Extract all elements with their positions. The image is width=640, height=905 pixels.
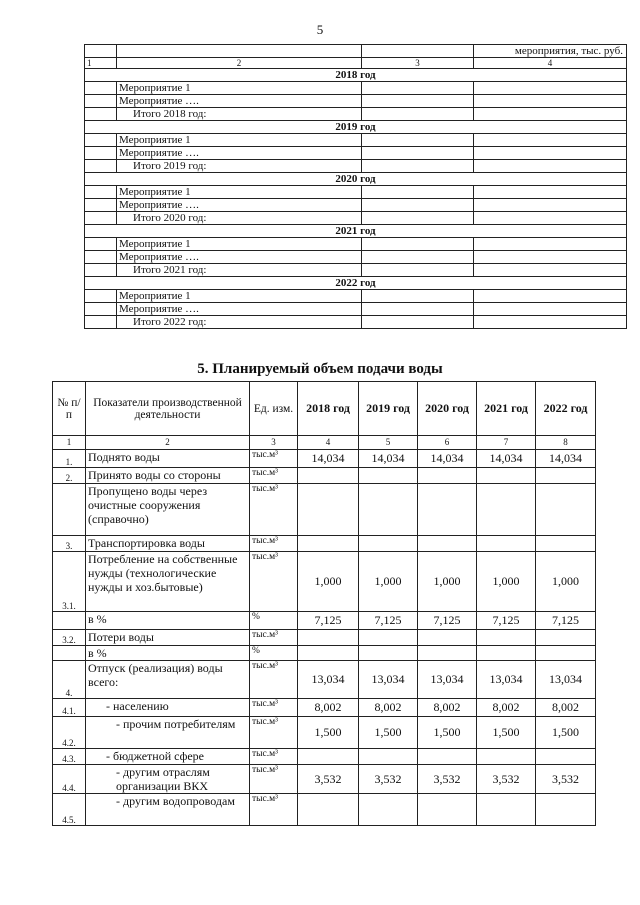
indicator-cell: [86, 630, 250, 646]
indicator-name: в %: [88, 646, 107, 660]
table-row: [53, 717, 596, 749]
value-cell: 13,034: [536, 661, 596, 699]
indicator-cell: [86, 536, 250, 552]
unit-cell: тыс.м³: [250, 794, 298, 826]
row-number: [53, 646, 86, 661]
indicator-cell: [86, 661, 250, 699]
value-cell: [359, 468, 418, 484]
header-year: 2020 год: [418, 382, 477, 436]
value-cell: [536, 484, 596, 536]
value-cell: [536, 536, 596, 552]
value-cell: 1,000: [359, 552, 418, 612]
value-cell: 14,034: [359, 450, 418, 468]
value-cell: 3,532: [477, 765, 536, 794]
indicator-cell: [86, 794, 250, 826]
value-cell: [418, 646, 477, 661]
value-cell: [418, 468, 477, 484]
table-header-row: [85, 45, 627, 58]
table-row: Итого 2019 год:: [85, 160, 627, 173]
row-number: [53, 484, 86, 536]
value-cell: 1,500: [418, 717, 477, 749]
value-cell: 7,125: [477, 612, 536, 630]
value-cell: 14,034: [298, 450, 359, 468]
value-cell: [418, 536, 477, 552]
indicator-cell: [86, 484, 250, 536]
row-number: 1.: [53, 450, 86, 468]
indicator-cell: [86, 450, 250, 468]
value-cell: 8,002: [536, 699, 596, 717]
value-cell: [418, 630, 477, 646]
table-row: Мероприятие ….: [85, 95, 627, 108]
header-unit: Ед. изм.: [250, 382, 298, 436]
year-row: 2020 год: [85, 173, 627, 186]
value-cell: [536, 630, 596, 646]
value-cell: 14,034: [477, 450, 536, 468]
value-cell: [359, 794, 418, 826]
row-number: 4.4.: [53, 765, 86, 794]
table-row: Мероприятие ….: [85, 251, 627, 264]
value-cell: 13,034: [298, 661, 359, 699]
indicator-name: Транспортировка воды: [88, 536, 205, 550]
table-row: [53, 699, 596, 717]
unit-cell: тыс.м³: [250, 717, 298, 749]
header-indicator: Показатели производственной деятельности: [86, 382, 250, 436]
value-cell: 14,034: [536, 450, 596, 468]
indicator-name: в %: [88, 612, 107, 626]
indicator-cell: [86, 646, 250, 661]
row-number: 4.: [53, 661, 86, 699]
table-row: [53, 661, 596, 699]
indicator-cell: [86, 468, 250, 484]
unit-cell: тыс.м³: [250, 468, 298, 484]
header-row: [53, 382, 596, 436]
value-cell: 8,002: [477, 699, 536, 717]
column-numbers-row: 1 2 3 4: [85, 58, 627, 69]
value-cell: [298, 630, 359, 646]
value-cell: [418, 749, 477, 765]
header-year: 2021 год: [477, 382, 536, 436]
indicator-name: - бюджетной сфере: [106, 749, 205, 763]
indicator-name: - прочим потребителям: [116, 717, 236, 731]
value-cell: 1,500: [536, 717, 596, 749]
value-cell: 13,034: [418, 661, 477, 699]
value-cell: 1,000: [536, 552, 596, 612]
value-cell: 1,500: [477, 717, 536, 749]
activities-table: [84, 44, 627, 329]
page-number: 5: [316, 22, 324, 37]
table-row: Мероприятие 1: [85, 238, 627, 251]
value-cell: 1,000: [477, 552, 536, 612]
header-year: 2022 год: [536, 382, 596, 436]
unit-cell: тыс.м³: [250, 630, 298, 646]
indicator-cell: [86, 552, 250, 612]
value-cell: 3,532: [418, 765, 477, 794]
value-cell: [359, 630, 418, 646]
row-number: 4.5.: [53, 794, 86, 826]
unit-cell: тыс.м³: [250, 699, 298, 717]
indicator-name: Принято воды со стороны: [88, 468, 221, 482]
indicator-name: - населению: [106, 699, 169, 713]
water-supply-table: [52, 381, 596, 826]
value-cell: [359, 484, 418, 536]
value-cell: [536, 749, 596, 765]
value-cell: 7,125: [536, 612, 596, 630]
row-number: 3.: [53, 536, 86, 552]
value-cell: 1,500: [298, 717, 359, 749]
indicator-cell: [86, 749, 250, 765]
value-cell: 3,532: [359, 765, 418, 794]
table-row: Мероприятие 1: [85, 290, 627, 303]
indicator-cell: [86, 612, 250, 630]
value-cell: [298, 484, 359, 536]
indicator-cell: [86, 699, 250, 717]
unit-cell: тыс.м³: [250, 661, 298, 699]
section-title: 5. Планируемый объем подачи воды: [197, 361, 443, 377]
table-row: Мероприятие 1: [85, 186, 627, 199]
indicator-name: Отпуск (реализация) воды всего:: [88, 661, 223, 689]
row-number: 4.3.: [53, 749, 86, 765]
value-cell: 7,125: [418, 612, 477, 630]
table-row: [53, 794, 596, 826]
value-cell: [477, 484, 536, 536]
row-number: 2.: [53, 468, 86, 484]
column-header: мероприятия, тыс. руб.: [474, 45, 627, 58]
value-cell: 13,034: [359, 661, 418, 699]
row-number: 3.2.: [53, 630, 86, 646]
table-row: [53, 450, 596, 468]
value-cell: [418, 484, 477, 536]
value-cell: [536, 646, 596, 661]
value-cell: 8,002: [418, 699, 477, 717]
value-cell: [477, 749, 536, 765]
value-cell: 8,002: [359, 699, 418, 717]
unit-cell: тыс.м³: [250, 552, 298, 612]
value-cell: [298, 468, 359, 484]
indicator-name: Поднято воды: [88, 450, 160, 464]
table-row: Мероприятие 1: [85, 82, 627, 95]
table-row: [53, 612, 596, 630]
value-cell: 1,500: [359, 717, 418, 749]
table-row: [53, 646, 596, 661]
unit-cell: тыс.м³: [250, 765, 298, 794]
value-cell: [536, 794, 596, 826]
row-number: [53, 612, 86, 630]
table-row: Мероприятие ….: [85, 303, 627, 316]
indicator-name: - другим водопроводам: [116, 794, 235, 808]
value-cell: [477, 646, 536, 661]
value-cell: [536, 468, 596, 484]
indicator-name: Пропущено воды через очистные сооружения (справочно): [88, 484, 208, 526]
row-number: 3.1.: [53, 552, 86, 612]
unit-cell: тыс.м³: [250, 450, 298, 468]
unit-cell: тыс.м³: [250, 536, 298, 552]
value-cell: [418, 794, 477, 826]
value-cell: [477, 794, 536, 826]
header-number: № п/п: [53, 382, 86, 436]
unit-cell: %: [250, 612, 298, 630]
value-cell: [359, 536, 418, 552]
table-row: Мероприятие ….: [85, 199, 627, 212]
table-row: Итого 2021 год:: [85, 264, 627, 277]
indicator-name: Потери воды: [88, 630, 154, 644]
value-cell: 7,125: [298, 612, 359, 630]
table-row: Итого 2020 год:: [85, 212, 627, 225]
value-cell: 3,532: [298, 765, 359, 794]
column-numbers-row: 1 2 3 4 5 6 7 8: [53, 436, 596, 450]
value-cell: [477, 468, 536, 484]
year-row: 2022 год: [85, 277, 627, 290]
value-cell: [298, 794, 359, 826]
table-row: [53, 630, 596, 646]
value-cell: [477, 630, 536, 646]
row-number: 4.1.: [53, 699, 86, 717]
row-number: 4.2.: [53, 717, 86, 749]
value-cell: 8,002: [298, 699, 359, 717]
year-row: 2018 год: [85, 69, 627, 82]
value-cell: [359, 749, 418, 765]
value-cell: 14,034: [418, 450, 477, 468]
year-row: 2019 год: [85, 121, 627, 134]
table-row: Итого 2022 год:: [85, 316, 627, 329]
table-row: [53, 749, 596, 765]
table-row: [53, 552, 596, 612]
value-cell: 3,532: [536, 765, 596, 794]
value-cell: [298, 536, 359, 552]
value-cell: 13,034: [477, 661, 536, 699]
value-cell: [359, 646, 418, 661]
value-cell: 1,000: [418, 552, 477, 612]
indicator-name: - другим отраслям организации ВКХ: [116, 765, 210, 793]
header-year: 2018 год: [298, 382, 359, 436]
value-cell: [298, 646, 359, 661]
indicator-cell: [86, 717, 250, 749]
table-row: [53, 765, 596, 794]
value-cell: [298, 749, 359, 765]
table-row: [53, 468, 596, 484]
header-year: 2019 год: [359, 382, 418, 436]
value-cell: [477, 536, 536, 552]
indicator-cell: [86, 765, 250, 794]
table-row: Мероприятие 1: [85, 134, 627, 147]
table-row: [53, 536, 596, 552]
table-row: Мероприятие ….: [85, 147, 627, 160]
value-cell: 7,125: [359, 612, 418, 630]
unit-cell: %: [250, 646, 298, 661]
unit-cell: тыс.м³: [250, 484, 298, 536]
table-row: Итого 2018 год:: [85, 108, 627, 121]
unit-cell: тыс.м³: [250, 749, 298, 765]
year-row: 2021 год: [85, 225, 627, 238]
indicator-name: Потребление на собственные нужды (технологические нужды и хоз.бытовые): [88, 552, 238, 594]
table-row: [53, 484, 596, 536]
value-cell: 1,000: [298, 552, 359, 612]
